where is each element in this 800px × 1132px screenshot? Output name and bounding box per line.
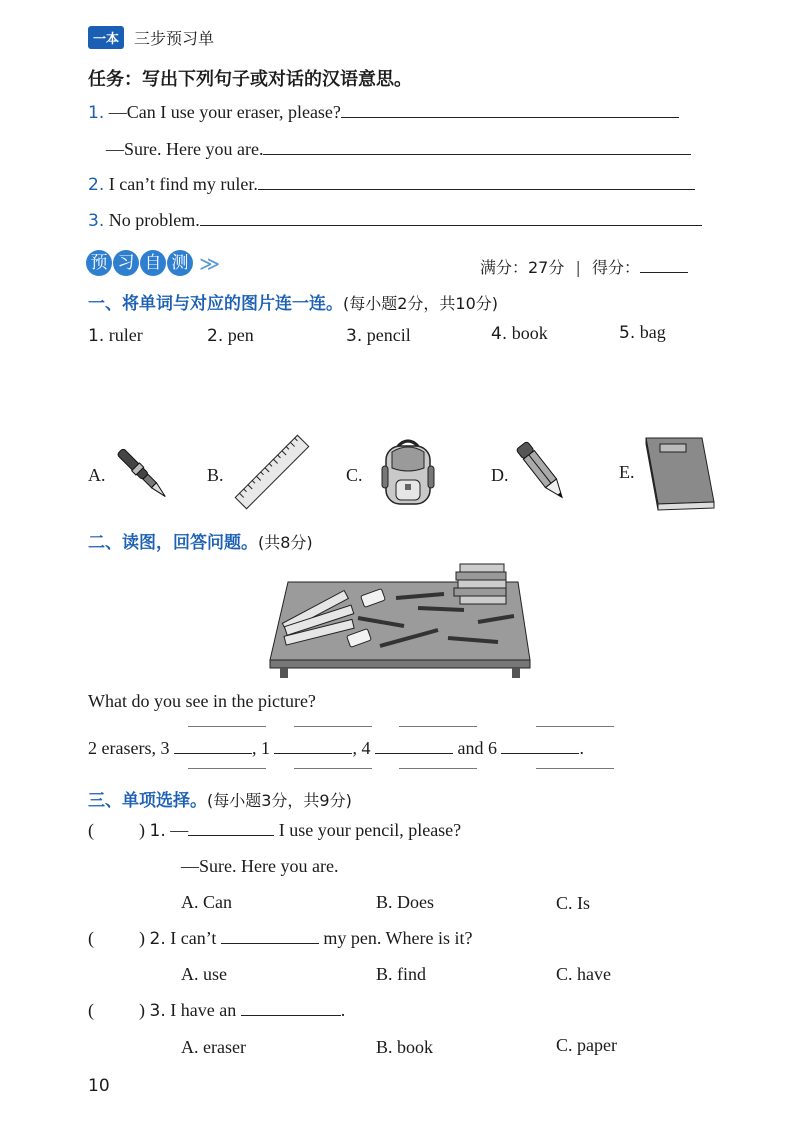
picture-label: D.	[491, 465, 509, 485]
picture-label: B.	[207, 465, 224, 485]
count: 1	[260, 738, 270, 758]
desk-illustration	[268, 560, 534, 678]
answer-blank[interactable]	[375, 753, 453, 754]
word-item	[619, 322, 666, 343]
word-num: 2.	[207, 326, 224, 346]
badge-char: 预	[86, 250, 112, 276]
part1-title	[88, 289, 498, 314]
answer-blank[interactable]	[274, 753, 352, 754]
part3-title	[88, 786, 352, 811]
option[interactable]: A. use	[181, 964, 227, 984]
answer-blank[interactable]	[501, 753, 579, 754]
part2-note: (共8分)	[258, 533, 313, 552]
word-item	[346, 325, 411, 346]
question-pre: I can’t	[170, 928, 217, 948]
task-item	[88, 174, 695, 195]
word-num: 3.	[346, 326, 363, 346]
answer-line[interactable]	[200, 225, 702, 226]
option[interactable]: C. paper	[556, 1035, 617, 1055]
badge-char: 自	[140, 250, 166, 276]
badge-char: 习	[113, 250, 139, 276]
answer-row	[88, 738, 584, 759]
writing-guide	[399, 768, 477, 769]
question-blank[interactable]	[241, 1015, 341, 1016]
picture-label: C.	[346, 465, 363, 485]
task-text: No problem.	[108, 210, 200, 230]
answer-paren-close: )	[139, 820, 145, 840]
comma: ,	[251, 738, 257, 758]
part3-heading: 三、单项选择。	[88, 791, 207, 811]
score-separator: |	[575, 258, 581, 277]
word-item	[88, 325, 143, 346]
writing-guide	[188, 768, 266, 769]
answer-line[interactable]	[263, 154, 691, 155]
book-icon	[640, 432, 720, 512]
question-line2: —Sure. Here you are.	[181, 856, 339, 876]
score-input[interactable]	[640, 272, 688, 273]
question-pre: —	[170, 820, 189, 840]
word: book	[511, 323, 548, 343]
answer-line[interactable]	[258, 189, 695, 190]
full-score: 满分：27分	[480, 258, 565, 277]
brand-logo: 一本	[88, 26, 124, 49]
task-item	[88, 210, 702, 231]
answer-paren-close: )	[139, 928, 145, 948]
period: .	[579, 738, 584, 758]
part2-question: What do you see in the picture?	[88, 691, 316, 711]
task-num: 3.	[88, 211, 105, 231]
word: ruler	[108, 325, 143, 345]
answer-line[interactable]	[341, 117, 679, 118]
option[interactable]: A. Can	[181, 892, 232, 912]
answer-paren-open[interactable]: (	[88, 820, 94, 840]
option[interactable]: B. book	[376, 1037, 434, 1057]
word-item	[491, 323, 548, 344]
question-num: 1.	[149, 821, 166, 841]
badge-char: 测	[167, 250, 193, 276]
picture-label: A.	[88, 465, 106, 485]
option[interactable]: C. have	[556, 964, 611, 984]
answer-paren-close: )	[139, 1000, 145, 1020]
count: 4	[361, 738, 371, 758]
page-number: 10	[88, 1076, 110, 1096]
task-text: I can’t find my ruler.	[108, 174, 258, 194]
task-item	[88, 102, 718, 123]
part1-note: (每小题2分，共10分)	[343, 294, 499, 313]
option[interactable]: B. find	[376, 964, 427, 984]
picture-label: E.	[619, 462, 635, 482]
task-num: 1.	[88, 103, 105, 123]
word-num: 1.	[88, 326, 105, 346]
writing-guide	[294, 768, 372, 769]
answer-paren-open[interactable]: (	[88, 1000, 94, 1020]
word-item	[207, 325, 254, 346]
score-label: 得分：	[591, 258, 640, 277]
backpack-icon	[378, 438, 438, 510]
comma: ,	[352, 738, 357, 758]
question-post: .	[340, 1000, 346, 1020]
word: pen	[227, 325, 254, 345]
question-blank[interactable]	[221, 943, 319, 944]
answer-paren-open[interactable]: (	[88, 928, 94, 948]
question-pre: I have an	[170, 1000, 237, 1020]
conjunction: and 6	[457, 738, 497, 758]
part3-note: (每小题3分，共9分)	[207, 791, 352, 810]
option[interactable]: B. Does	[376, 892, 434, 912]
writing-guide	[399, 726, 477, 727]
word: bag	[639, 322, 666, 342]
section-badge	[86, 250, 220, 276]
question-row	[88, 820, 461, 841]
word-num: 5.	[619, 323, 636, 343]
question-post: I use your pencil, please?	[278, 820, 462, 840]
word-num: 4.	[491, 324, 508, 344]
writing-guide	[536, 768, 614, 769]
writing-guide	[188, 726, 266, 727]
task-title: 任务：写出下列句子或对话的汉语意思。	[88, 69, 412, 90]
question-blank[interactable]	[188, 835, 274, 836]
task-item	[106, 139, 691, 160]
question-post: my pen. Where is it?	[323, 928, 473, 948]
question-num: 2.	[149, 929, 166, 949]
writing-guide	[536, 726, 614, 727]
pencil-icon	[510, 438, 576, 508]
option[interactable]: C. Is	[556, 893, 591, 913]
header	[88, 26, 214, 48]
score-box	[480, 255, 688, 278]
ruler-icon	[232, 432, 312, 512]
part2-heading: 二、读图，回答问题。	[88, 533, 258, 553]
part1-heading: 一、将单词与对应的图片连一连。	[88, 294, 343, 314]
task-text: —Can I use your eraser, please?	[108, 102, 341, 122]
question-row	[88, 1000, 345, 1021]
question-num: 3.	[149, 1001, 166, 1021]
answer-prefix: 2 erasers, 3	[88, 738, 170, 758]
task-num: 2.	[88, 175, 105, 195]
fountain-pen-icon	[108, 440, 178, 510]
writing-guide	[294, 726, 372, 727]
question-row	[88, 928, 473, 949]
header-title: 三步预习单	[134, 29, 215, 48]
word: pencil	[366, 325, 411, 345]
part2-title	[88, 528, 313, 553]
answer-blank[interactable]	[174, 753, 252, 754]
chevron-right-icon: ≫	[199, 251, 221, 276]
task-text: —Sure. Here you are.	[106, 139, 264, 159]
option[interactable]: A. eraser	[181, 1037, 246, 1057]
